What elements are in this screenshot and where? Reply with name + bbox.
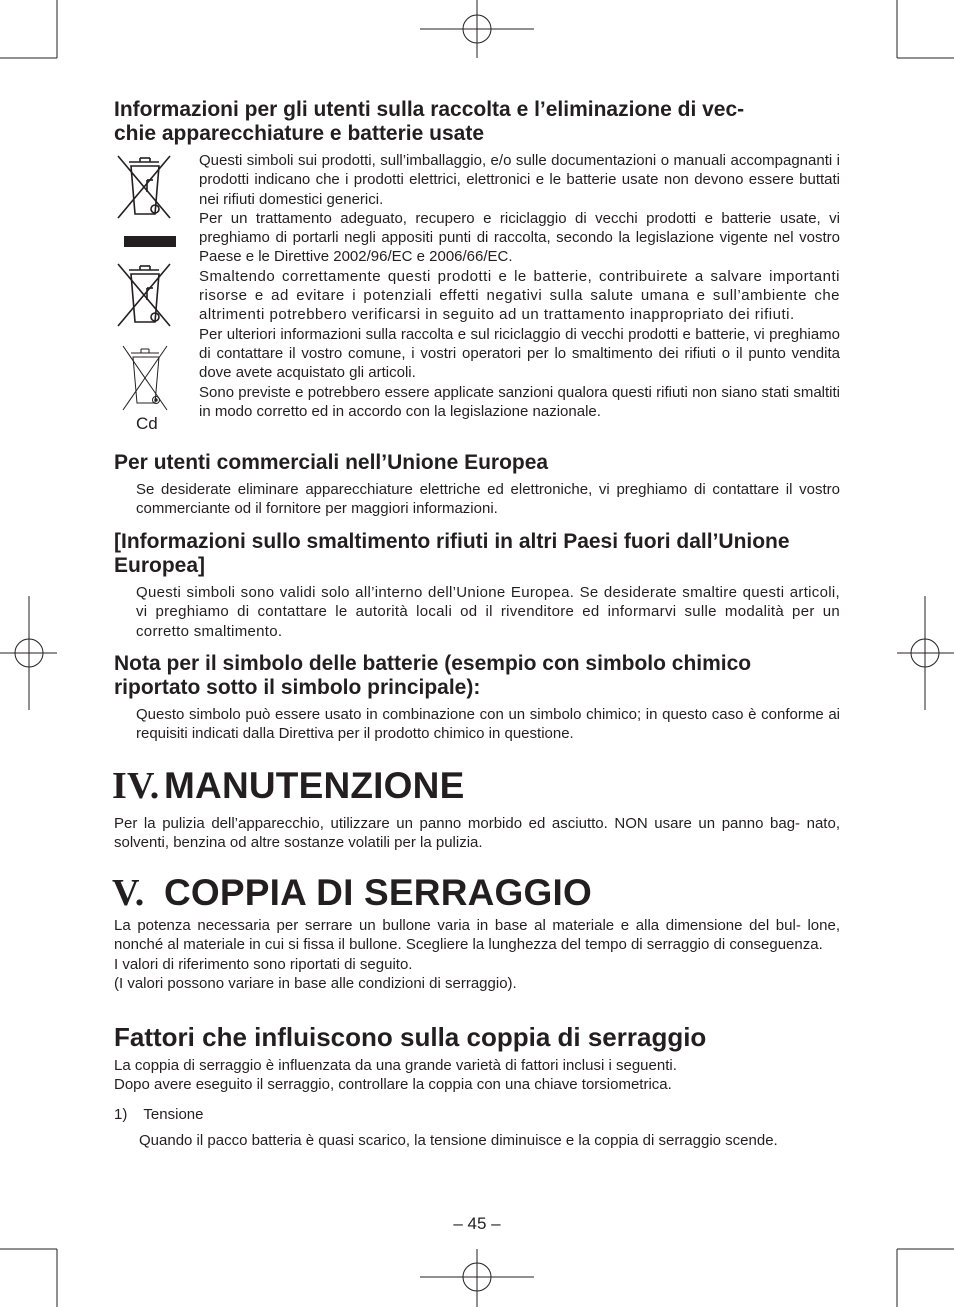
maintenance-title: MANUTENZIONE xyxy=(164,765,465,806)
info-paragraph-2: Per un trattamento adeguato, recupero e riciclaggio di vecchi prodotti e batterie usate, vi preghiamo di portarli negli appositi punti di raccolta, secondo la legislazione vigente nel vostro Paese e le Direttive 2002/96/EC e 2006/66/EC. xyxy=(199,209,840,266)
info-paragraph-1: Questi simboli sui prodotti, sull’imballaggio, e/o sulle documentazioni o manuali accompagnanti i prodotti indicano che i prodotti elettrici, elettronici e le batterie usate non devono essere buttati nei rifiuti domestici generici. xyxy=(199,152,840,208)
torque-title: COPPIA DI SERRAGGIO xyxy=(164,872,592,913)
torque-number: V. xyxy=(112,872,145,914)
crossed-bin-cd-icon xyxy=(120,343,170,413)
commercial-title: Per utenti commerciali nell’Unione Europea xyxy=(114,451,549,474)
factors-title: Fattori che influiscono sulla coppia di serraggio xyxy=(114,1022,707,1052)
info-title-line-1: Informazioni per gli utenti sulla raccolta e l’eliminazione di vec- xyxy=(114,98,745,121)
maintenance-number: IV. xyxy=(112,765,160,807)
list-item-number: 1) xyxy=(114,1106,128,1123)
info-title xyxy=(114,98,842,146)
list-item-title: Tensione xyxy=(143,1106,204,1123)
battery-note-paragraph: Questo simbolo può essere usato in combinazione con un simbolo chimico; in questo caso è conforme ai requisiti indicati dalla Direttiva per il prodotto chimico in questione. xyxy=(136,706,840,743)
outside-eu-title xyxy=(114,530,842,578)
info-body xyxy=(199,151,840,421)
torque-paragraph-1: La potenza necessaria per serrare un bullone varia in base al materiale e alla dimensione del bul- lone, nonché al materiale in cui si fissa il bullone. Scegliere la lunghezza del tempo di serraggio di conseguenza. xyxy=(114,917,840,954)
black-bar-icon xyxy=(124,236,176,247)
factors-body xyxy=(114,1056,840,1095)
outside-eu-paragraph: Questi simboli sono validi solo all’interno dell’Unione Europea. Se desiderate smaltire questi articoli, vi preghiamo di contattare le autorità locali od il rivenditore ed informarvi sulle modalità per un corretto smaltimento. xyxy=(136,584,840,640)
factors-paragraph-1: La coppia di serraggio è influenzata da una grande varietà di fattori inclusi i seguenti. xyxy=(114,1057,677,1074)
torque-paragraph-2: I valori di riferimento sono riportati di seguito. xyxy=(114,955,413,973)
maintenance-heading xyxy=(112,766,842,806)
commercial-paragraph: Se desiderate eliminare apparecchiature elettriche ed elettroniche, vi preghiamo di contattare il vostro commerciante od il fornitore per maggiori informazioni. xyxy=(136,481,840,518)
torque-body xyxy=(114,916,840,993)
outside-eu-title-line-2: Europea] xyxy=(114,554,206,577)
page-number: – 45 – xyxy=(453,1214,501,1233)
list-item-paragraph: Quando il pacco batteria è quasi scarico, la tensione diminuisce e la coppia di serraggio scende. xyxy=(139,1132,778,1149)
crossed-bin-icon xyxy=(114,152,174,222)
list-item xyxy=(114,1105,840,1124)
maintenance-paragraph: Per la pulizia dell’apparecchio, utilizzare un panno morbido ed asciutto. NON usare un panno bag- nato, solventi, benzina od altre sostanze volatili per la pulizia. xyxy=(114,815,840,852)
info-title-line-2: chie apparecchiature e batterie usate xyxy=(114,122,484,145)
torque-heading xyxy=(112,873,842,913)
battery-note-title-line-1: Nota per il simbolo delle batterie (esempio con simbolo chimico xyxy=(114,652,752,675)
factors-paragraph-2: Dopo avere eseguito il serraggio, controllare la coppia con una chiave torsiometrica. xyxy=(114,1076,672,1094)
info-paragraph-3: Smaltendo correttamente questi prodotti e le batterie, contribuirete a salvare importanti risorse e ad evitare i potenziali effetti negativi sulla salute umana e sull’ambiente che altrimenti potrebbero verificarsi in seguito ad un trattamento inappropriato dei rifiuti. xyxy=(199,267,840,324)
info-paragraph-4: Per ulteriori informazioni sulla raccolta e sul riciclaggio di vecchi prodotti e batterie, vi preghiamo di contattare il vostro comune, i vostri operatori per lo smaltimento dei rifiuti o il punto vendita dove avete acquistato gli articoli. xyxy=(199,325,840,382)
outside-eu-title-line-1: [Informazioni sullo smaltimento rifiuti in altri Paesi fuori dall’Unione xyxy=(114,530,790,553)
torque-paragraph-3: (I valori possono variare in base alle condizioni di serraggio). xyxy=(114,974,517,992)
battery-note-title-line-2: riportato sotto il simbolo principale): xyxy=(114,676,481,699)
battery-note-title xyxy=(114,652,842,700)
crossed-bin-icon xyxy=(114,260,174,330)
info-paragraph-5: Sono previste e potrebbero essere applicate sanzioni qualora questi rifiuti non siano stati smaltiti in modo corretto ed in accordo con la legislazione nazionale. xyxy=(199,383,840,420)
cd-label: Cd xyxy=(136,414,158,433)
